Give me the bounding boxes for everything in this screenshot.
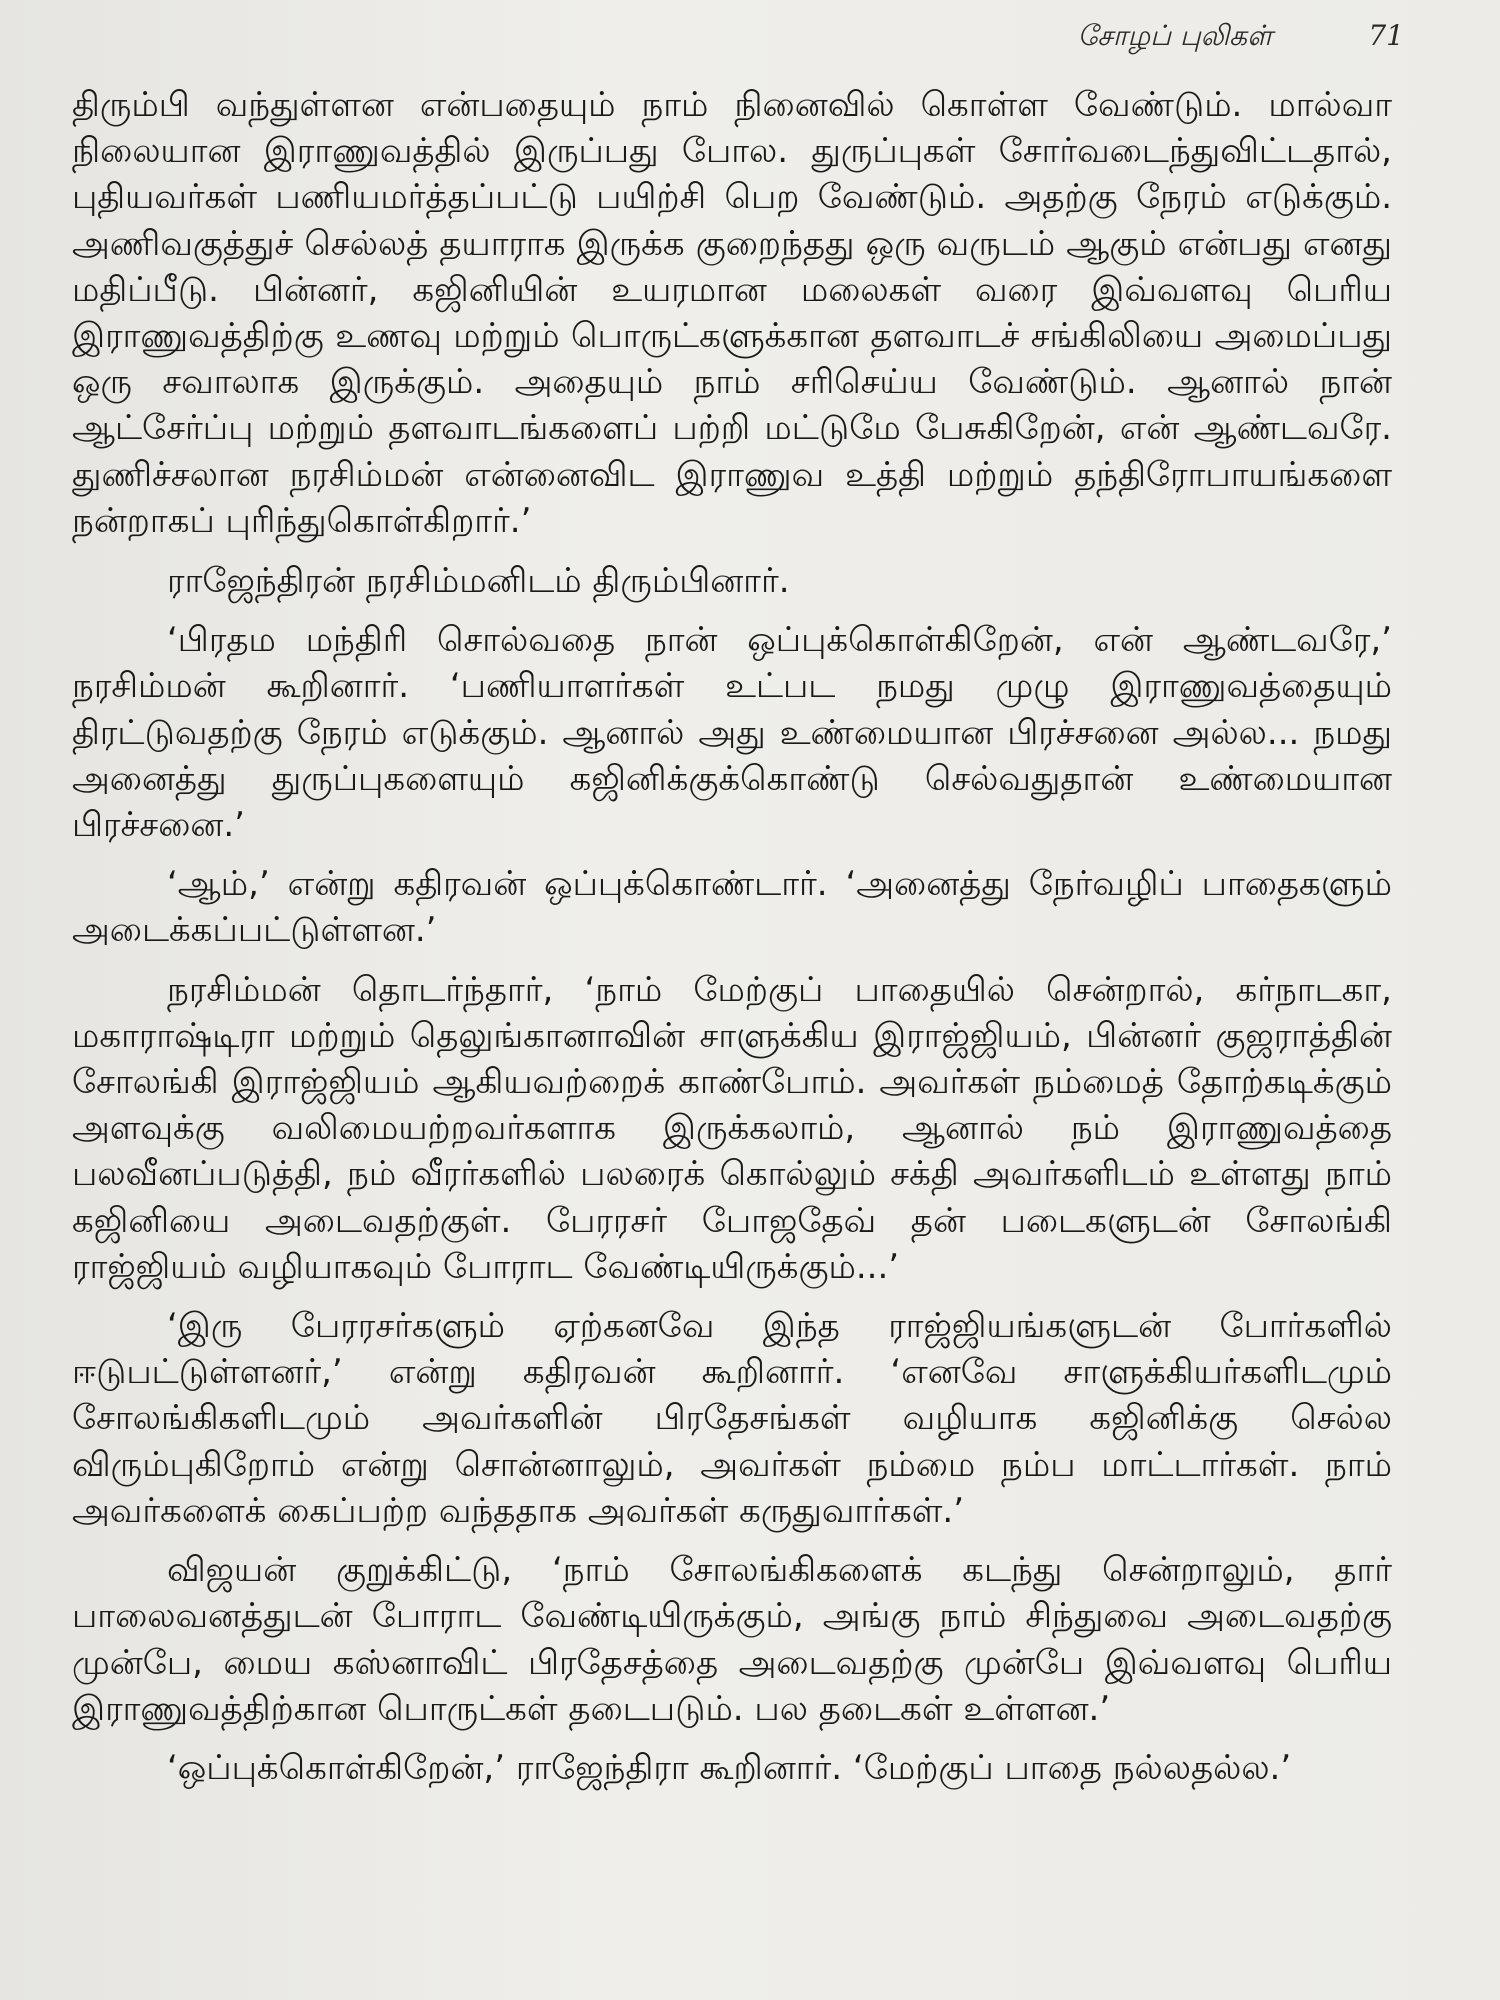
- paragraph-continued: திரும்பி வந்துள்ளன என்பதையும் நாம் நினைவில் கொள்ள வேண்டும். மால்வா நிலையான இராணுவத்தில் இருப்பது போல. துருப்புகள் சோர்வடைந்துவிட்டதால், புதியவர்கள் பணியமர்த்தப்பட்டு பயிற்சி பெற வேண்டும். அதற்கு நேரம் எடுக்கும். அணிவகுத்துச் செல்லத் தயாராக இருக்க குறைந்தது ஒரு வருடம் ஆகும் என்பது எனது மதிப்பீடு. பின்னர், கஜினியின் உயரமான மலைகள் வரை இவ்வளவு பெரிய இராணுவத்திற்கு உணவு மற்றும் பொருட்களுக்கான தளவாடச் சங்கிலியை அமைப்பது ஒரு சவாலாக இருக்கும். அதையும் நாம் சரிசெய்ய வேண்டும். ஆனால் நான் ஆட்சேர்ப்பு மற்றும் தளவாடங்களைப் பற்றி மட்டுமே பேசுகிறேன், என் ஆண்டவரே. துணிச்சலான நரசிம்மன் என்னைவிட இராணுவ உத்தி மற்றும் தந்திரோபாயங்களை நன்றாகப் புரிந்துகொள்கிறார்.’: [72, 85, 1392, 541]
- running-head: [0, 14, 1404, 58]
- paragraph: ‘ஆம்,’ என்று கதிரவன் ஒப்புக்கொண்டார். ‘அனைத்து நேர்வழிப் பாதைகளும் அடைக்கப்பட்டுள்ளன.’: [72, 864, 1392, 951]
- paragraph: விஜயன் குறுக்கிட்டு, ‘நாம் சோலங்கிகளைக் கடந்து சென்றாலும், தார் பாலைவனத்துடன் போராட வேண்டியிருக்கும், அங்கு நாம் சிந்துவை அடைவதற்கு முன்பே, மைய கஸ்னாவிட் பிரதேசத்தை அடைவதற்கு முன்பே இவ்வளவு பெரிய இராணுவத்திற்கான பொருட்கள் தடைபடும். பல தடைகள் உள்ளன.’: [72, 1550, 1392, 1729]
- paragraph: ‘பிரதம மந்திரி சொல்வதை நான் ஒப்புக்கொள்கிறேன், என் ஆண்டவரே,’ நரசிம்மன் கூறினார். ‘பணியாளர்கள் உட்பட நமது முழு இராணுவத்தையும் திரட்டுவதற்கு நேரம் எடுக்கும். ஆனால் அது உண்மையான பிரச்சனை அல்ல... நமது அனைத்து துருப்புகளையும் கஜினிக்குக்கொண்டு செல்வதுதான் உண்மையான பிரச்சனை.’: [72, 620, 1392, 846]
- running-title: சோழப் புலிகள்: [1077, 19, 1273, 52]
- paragraph: நரசிம்மன் தொடர்ந்தார், ‘நாம் மேற்குப் பாதையில் சென்றால், கர்நாடகா, மகாராஷ்டிரா மற்றும் தெலுங்கானாவின் சாளுக்கிய இராஜ்ஜியம், பின்னர் குஜராத்தின் சோலங்கி இராஜ்ஜியம் ஆகியவற்றைக் காண்போம். அவர்கள் நம்மைத் தோற்கடிக்கும் அளவுக்கு வலிமையற்றவர்களாக இருக்கலாம், ஆனால் நம் இராணுவத்தை பலவீனப்படுத்தி, நம் வீரர்களில் பலரைக் கொல்லும் சக்தி அவர்களிடம் உள்ளது நாம் கஜினியை அடைவதற்குள். பேரரசர் போஜதேவ் தன் படைகளுடன் சோலங்கி ராஜ்ஜியம் வழியாகவும் போராட வேண்டியிருக்கும்...’: [72, 969, 1392, 1287]
- body-text: [72, 82, 1392, 1804]
- paragraph: ராஜேந்திரன் நரசிம்மனிடம் திரும்பினார்.: [167, 561, 790, 602]
- page-number: 71: [1368, 19, 1404, 52]
- paragraph: ‘ஒப்புக்கொள்கிறேன்,’ ராஜேந்திரா கூறினார். ‘மேற்குப் பாதை நல்லதல்ல.’: [167, 1747, 1292, 1788]
- paragraph: ‘இரு பேரரசர்களும் ஏற்கனவே இந்த ராஜ்ஜியங்களுடன் போர்களில் ஈடுபட்டுள்ளனர்,’ என்று கதிரவன் கூறினார். ‘எனவே சாளுக்கியர்களிடமும் சோலங்கிகளிடமும் அவர்களின் பிரதேசங்கள் வழியாக கஜினிக்கு செல்ல விரும்புகிறோம் என்று சொன்னாலும், அவர்கள் நம்மை நம்ப மாட்டார்கள். நாம் அவர்களைக் கைப்பற்ற வந்ததாக அவர்கள் கருதுவார்கள்.’: [72, 1306, 1392, 1531]
